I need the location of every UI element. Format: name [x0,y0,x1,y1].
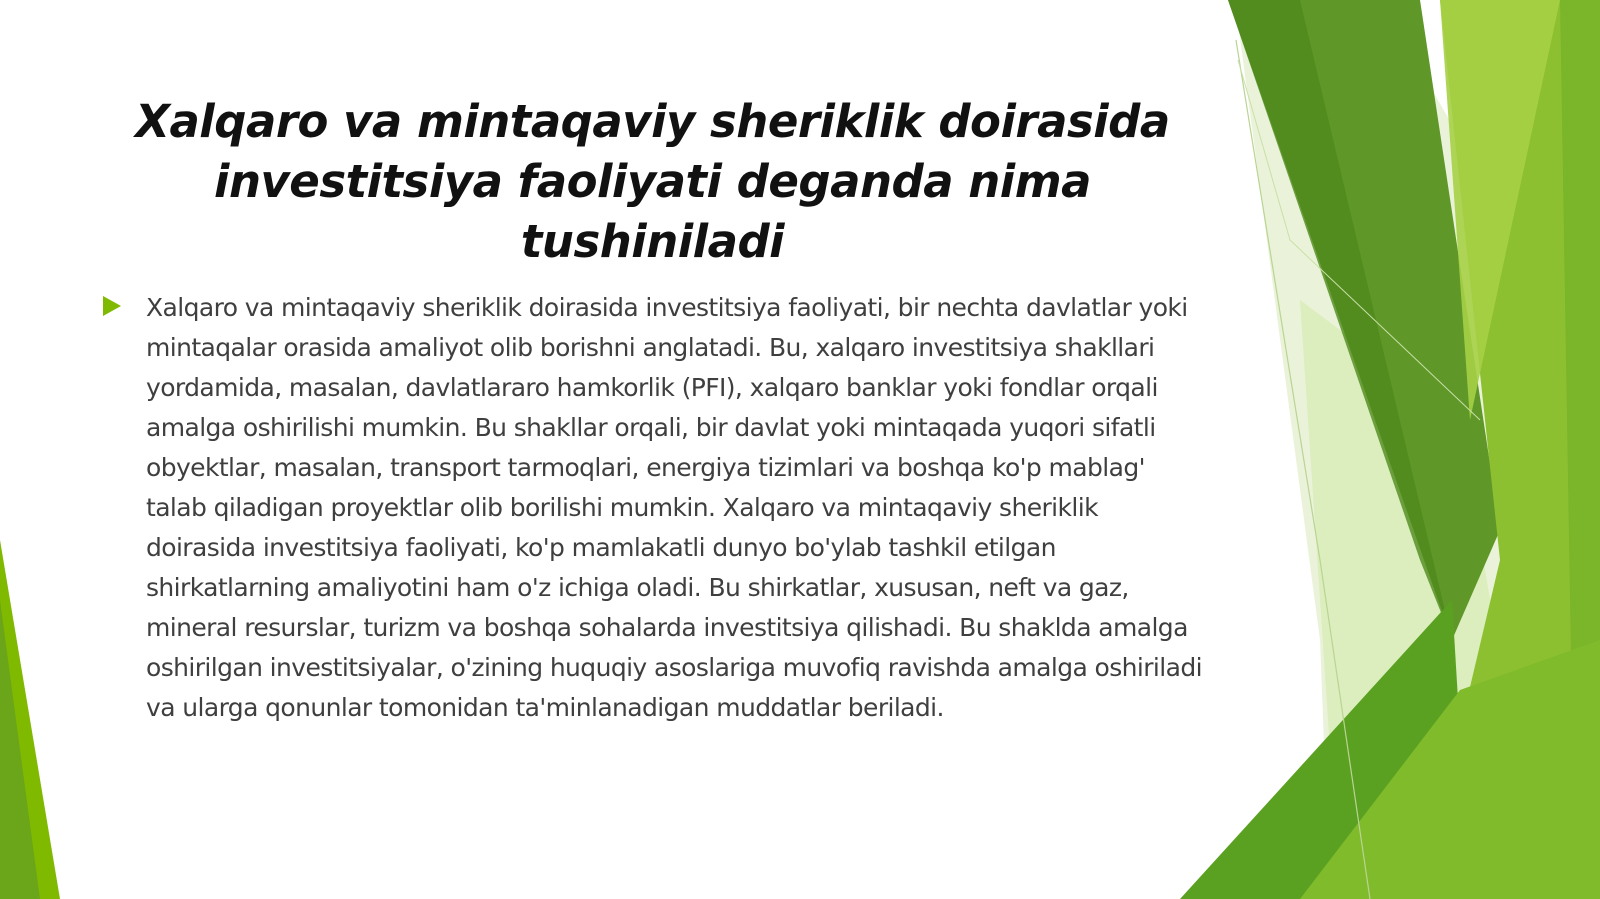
slide-title: Xalqaro va mintaqaviy sheriklik doirasida investitsiya faoliyati deganda nima tushiniladi [135,95,1170,268]
triangle-bullet-icon [103,296,121,316]
slide-body [100,288,1210,728]
bullet-text: Xalqaro va mintaqaviy sheriklik doirasida investitsiya faoliyati, bir nechta davlatlar yoki mintaqalar orasida amaliyot olib borishni anglatadi. Bu, xalqaro investitsiya shakllari yordamida, masalan, davlatlararo hamkorlik (PFI), xalqaro banklar yoki fondlar orqali amalga oshirilishi mumkin. Bu shakllar orqali, bir davlat yoki mintaqada yuqori sifatli obyektlar, masalan, transport tarmoqlari, energiya tizimlari va boshqa ko'p mablag' talab qiladigan proyektlar olib borilishi mumkin. Xalqaro va mintaqaviy sheriklik doirasida investitsiya faoliyati, ko'p mamlakatli dunyo bo'ylab tashkil etilgan shirkatlarning amaliyotini ham o'z ichiga oladi. Bu shirkatlar, xususan, neft va gaz, mineral resurslar, turizm va boshqa sohalarda investitsiya qilishadi. Bu shakldа amalga oshirilgan investitsiyalar, o'zining huquqiy asoslariga muvofiq ravishda amalga oshiriladi va ularga qonunlar tomonidan ta'minlanadigan muddatlar beriladi. [146,293,1202,722]
